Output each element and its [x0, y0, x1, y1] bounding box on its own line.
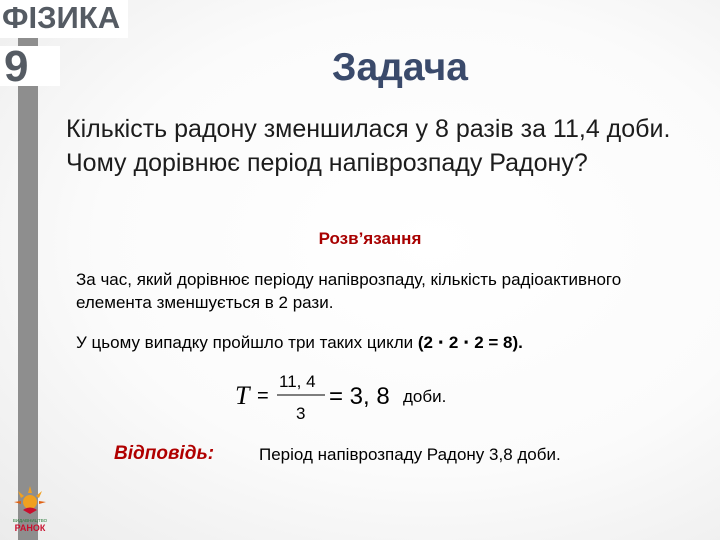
formula-numerator: 11, 4: [279, 372, 316, 391]
slide-title-row: [0, 44, 720, 92]
answer-text: Період напіврозпаду Радону 3,8 доби.: [259, 445, 561, 464]
paragraph-2-bold: (2 ⋅ 2 ⋅ 2 = 8).: [417, 333, 523, 352]
formula-denominator: 3: [296, 404, 306, 423]
solution-heading-row: [0, 227, 720, 251]
paragraph-2-text: У цьому випадку пройшло три таких цикли: [76, 333, 418, 352]
answer-label: Відповідь:: [114, 443, 215, 464]
grade-number: 9: [4, 42, 29, 91]
publisher-logo: [8, 482, 52, 534]
formula-unit: доби.: [403, 387, 447, 406]
publisher-line1: ВИДАВНИЦТВО: [12, 518, 48, 523]
publisher-logo-svg: [8, 482, 52, 534]
slide-title: Задача: [332, 46, 468, 89]
brand-logo-text: ФIЗИКА: [2, 0, 121, 35]
formula: [235, 370, 495, 430]
solution-heading: Розв’язання: [318, 229, 422, 248]
solution-paragraph-2: [76, 331, 676, 354]
formula-result: = 3, 8: [329, 383, 390, 410]
formula-equals: =: [257, 385, 269, 407]
solution-paragraph-1: За час, який дорівнює періоду напіврозпаду, кількість радіоактивного елемента зменшується в 2 рази.: [76, 270, 622, 312]
publisher-line2: РАНОК: [14, 523, 46, 533]
formula-lhs: T: [235, 381, 250, 410]
problem-statement: Кількість радону зменшилася у 8 разів за 11,4 доби. Чому дорівнює період напіврозпаду Радону?: [66, 115, 671, 177]
formula-svg: [235, 370, 495, 430]
sun-icon: [14, 486, 46, 514]
